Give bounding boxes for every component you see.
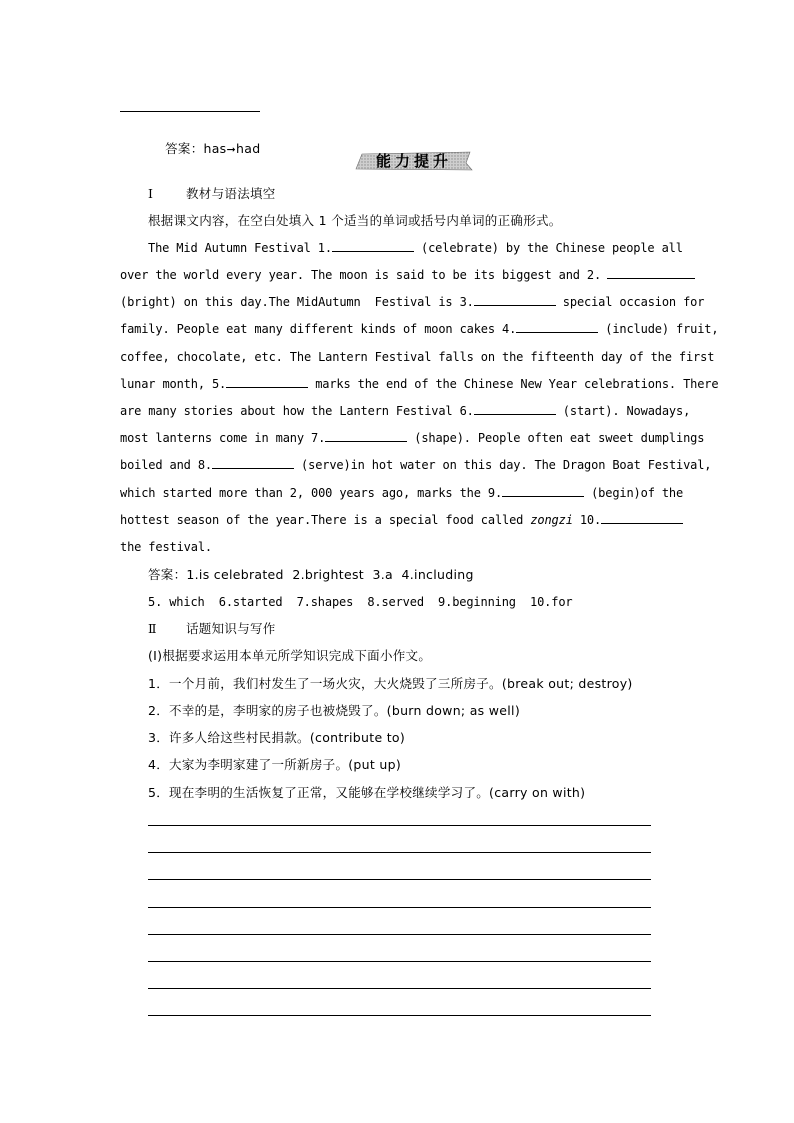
passage-text: lunar month, 5.	[120, 377, 227, 391]
passage-text: 10.	[572, 513, 602, 527]
top-answer-suffix: had	[236, 141, 261, 156]
blank-1[interactable]	[332, 240, 414, 252]
section-banner	[352, 149, 476, 173]
section1-instruction: 根据课文内容，在空白处填入 1 个适当的单词或括号内单词的正确形式。	[148, 213, 562, 228]
passage-text: hottest season of the year.There is a special food called	[120, 513, 531, 527]
blank-9[interactable]	[502, 485, 584, 497]
blank-8[interactable]	[212, 457, 294, 469]
passage-line-4	[120, 321, 719, 337]
task-item-4: 4．大家为李明家建了一所新房子。(put up)	[148, 757, 401, 772]
passage-line-12: the festival.	[120, 540, 212, 554]
writing-line[interactable]	[148, 961, 651, 962]
section2-numeral: Ⅱ	[148, 621, 157, 636]
passage-line-2	[120, 267, 680, 283]
passage-text: (celebrate) by the Chinese people all	[413, 241, 683, 255]
writing-line[interactable]	[148, 988, 651, 989]
section2-heading	[148, 621, 708, 637]
passage-line-8	[120, 430, 705, 446]
section2-title: 话题知识与写作	[186, 621, 276, 636]
passage-text: over the world every year. The moon is said to be its biggest and 2.	[120, 268, 602, 282]
passage-text: which started more than 2, 000 years ago, marks the 9.	[120, 486, 503, 500]
passage-text: (begin)of the	[584, 486, 684, 500]
passage-text: marks the end of the Chinese New Year celebrations. There	[308, 377, 719, 391]
passage-text: (start). Nowadays,	[555, 404, 691, 418]
section1-heading	[148, 186, 708, 202]
passage-line-7	[120, 403, 691, 419]
task-item-2: 2．不幸的是，李明家的房子也被烧毁了。(burn down; as well)	[148, 703, 520, 718]
passage-line-5: coffee, chocolate, etc. The Lantern Festival falls on the fifteenth day of the first	[120, 350, 715, 364]
passage-text: boiled and 8.	[120, 458, 212, 472]
blank-6[interactable]	[474, 403, 556, 415]
section1-title: 教材与语法填空	[186, 186, 276, 201]
passage-text: most lanterns come in many 7.	[120, 431, 326, 445]
passage-text: (shape). People often eat sweet dumplings	[407, 431, 705, 445]
task-item-5: 5．现在李明的生活恢复了正常，又能够在学校继续学习了。(carry on with)	[148, 785, 586, 800]
blank-7[interactable]	[325, 430, 407, 442]
top-divider	[120, 111, 260, 112]
top-answer-prefix: 答案：has	[165, 141, 227, 156]
section1-numeral: Ⅰ	[148, 186, 154, 201]
arrow-icon: ➞	[226, 143, 237, 156]
writing-line[interactable]	[148, 934, 651, 935]
passage-text: (bright) on this day.The MidAutumn Festival is 3.	[120, 295, 474, 309]
writing-line[interactable]	[148, 907, 651, 908]
passage-text: are many stories about how the Lantern Festival 6.	[120, 404, 474, 418]
passage-text: The Mid Autumn Festival 1.	[148, 241, 332, 255]
writing-line[interactable]	[148, 825, 651, 826]
passage-text: (include) fruit,	[598, 322, 719, 336]
writing-line[interactable]	[148, 852, 651, 853]
passage-line-6	[120, 376, 719, 392]
blank-4[interactable]	[516, 321, 598, 333]
passage-line-11	[120, 512, 680, 528]
passage-line-10	[120, 485, 684, 501]
blank-10[interactable]	[601, 512, 683, 524]
blank-2[interactable]	[607, 267, 695, 279]
section1-answer-line-1: 答案：1.is celebrated 2.brightest 3.a 4.including	[148, 567, 474, 582]
passage-line-1	[148, 240, 683, 256]
passage-line-9	[120, 457, 712, 473]
banner-title: 能力提升	[375, 152, 452, 170]
section1-answer-line-2: 5. which 6.started 7.shapes 8.served 9.beginning 10.for	[148, 595, 573, 609]
passage-text: special occasion for	[555, 295, 705, 309]
passage-italic-word: zongzi	[530, 513, 573, 527]
section2-sub: (Ⅰ)根据要求运用本单元所学知识完成下面小作文。	[148, 648, 432, 663]
passage-line-3	[120, 294, 705, 310]
passage-text: family. People eat many different kinds of moon cakes 4.	[120, 322, 517, 336]
task-item-3: 3．许多人给这些村民捐款。(contribute to)	[148, 730, 406, 745]
writing-line[interactable]	[148, 1015, 651, 1016]
task-item-1: 1．一个月前，我们村发生了一场火灾，大火烧毁了三所房子。(break out; destroy)	[148, 676, 633, 691]
blank-3[interactable]	[474, 294, 556, 306]
blank-5[interactable]	[226, 376, 308, 388]
passage-text: (serve)in hot water on this day. The Dragon Boat Festival,	[293, 458, 712, 472]
writing-line[interactable]	[148, 879, 651, 880]
